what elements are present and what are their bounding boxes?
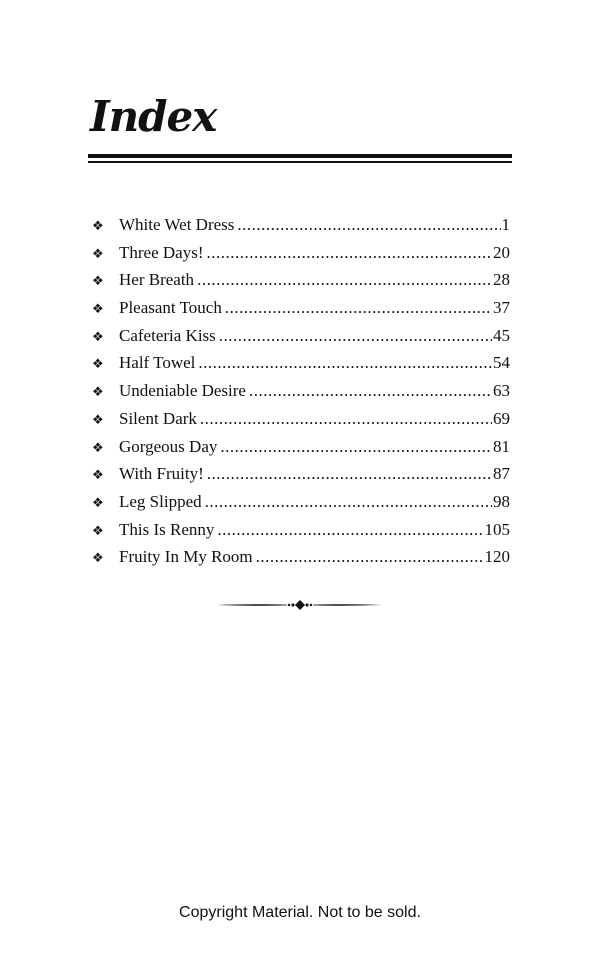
toc-entry <box>92 322 510 350</box>
toc-entry-page-number: 45 <box>493 325 510 345</box>
toc-entry <box>92 460 510 488</box>
toc-entry <box>92 239 510 267</box>
four-diamond-bullet-icon: ❖ <box>92 523 104 539</box>
table-of-contents <box>92 211 510 571</box>
dot-leader <box>200 405 492 433</box>
toc-entry-title: Pleasant Touch <box>119 298 222 318</box>
toc-entry-title: Three Days! <box>119 242 204 262</box>
four-diamond-bullet-icon: ❖ <box>92 274 104 290</box>
dot-leader <box>219 322 492 350</box>
four-diamond-bullet-icon: ❖ <box>92 385 104 401</box>
toc-entry <box>92 266 510 294</box>
toc-entry <box>92 349 510 377</box>
dot-leader <box>197 266 492 294</box>
four-diamond-bullet-icon: ❖ <box>92 551 104 567</box>
toc-entry-page-number: 105 <box>484 519 510 539</box>
dot-leader <box>207 460 492 488</box>
toc-entry <box>92 294 510 322</box>
toc-entry-page-number: 81 <box>493 436 510 456</box>
dot-leader <box>220 433 492 461</box>
dot-leader <box>225 294 492 322</box>
dot-leader <box>207 239 493 267</box>
toc-entry-page-number: 98 <box>493 491 510 511</box>
toc-entry-title: Gorgeous Day <box>119 436 218 456</box>
toc-entry-page-number: 87 <box>493 464 510 484</box>
ornamental-divider-icon <box>217 596 383 614</box>
toc-entry <box>92 433 510 461</box>
four-diamond-bullet-icon: ❖ <box>92 468 104 484</box>
page-title: Index <box>90 92 217 141</box>
toc-entry-page-number: 54 <box>493 353 510 373</box>
toc-entry <box>92 543 510 571</box>
toc-entry-title: White Wet Dress <box>119 215 235 234</box>
toc-entry-title: Undeniable Desire <box>119 381 246 401</box>
toc-entry-page-number: 120 <box>484 547 510 567</box>
toc-entry-page-number: 28 <box>493 270 510 290</box>
toc-entry-title: Fruity In My Room <box>119 547 253 567</box>
toc-entry-page-number: 20 <box>493 242 510 262</box>
toc-entry <box>92 405 510 433</box>
four-diamond-bullet-icon: ❖ <box>92 495 104 511</box>
dot-leader <box>237 211 500 239</box>
toc-entry <box>92 211 510 239</box>
title-rule-thick <box>88 154 512 158</box>
four-diamond-bullet-icon: ❖ <box>92 219 104 234</box>
dot-leader <box>256 543 484 571</box>
toc-entry-title: Cafeteria Kiss <box>119 325 216 345</box>
four-diamond-bullet-icon: ❖ <box>92 412 104 428</box>
toc-entry-page-number: 63 <box>493 381 510 401</box>
toc-entry-title: Half Towel <box>119 353 196 373</box>
four-diamond-bullet-icon: ❖ <box>92 357 104 373</box>
toc-entry-title: Leg Slipped <box>119 491 202 511</box>
four-diamond-bullet-icon: ❖ <box>92 246 104 262</box>
toc-entry-title: This Is Renny <box>119 519 215 539</box>
dot-leader <box>217 516 483 544</box>
dot-leader <box>198 349 492 377</box>
toc-entry <box>92 377 510 405</box>
toc-entry-title: Her Breath <box>119 270 195 290</box>
four-diamond-bullet-icon: ❖ <box>92 302 104 318</box>
dot-leader <box>249 377 492 405</box>
toc-entry <box>92 488 510 516</box>
copyright-footer: Copyright Material. Not to be sold. <box>179 904 421 921</box>
toc-entry-title: With Fruity! <box>119 464 204 484</box>
toc-entry-page-number: 69 <box>493 408 510 428</box>
toc-entry-title: Silent Dark <box>119 408 197 428</box>
dot-leader <box>205 488 492 516</box>
toc-entry-page-number: 1 <box>501 215 510 234</box>
four-diamond-bullet-icon: ❖ <box>92 440 104 456</box>
four-diamond-bullet-icon: ❖ <box>92 329 104 345</box>
toc-entry <box>92 516 510 544</box>
title-rule-thin <box>88 161 512 163</box>
toc-entry-page-number: 37 <box>493 298 510 318</box>
